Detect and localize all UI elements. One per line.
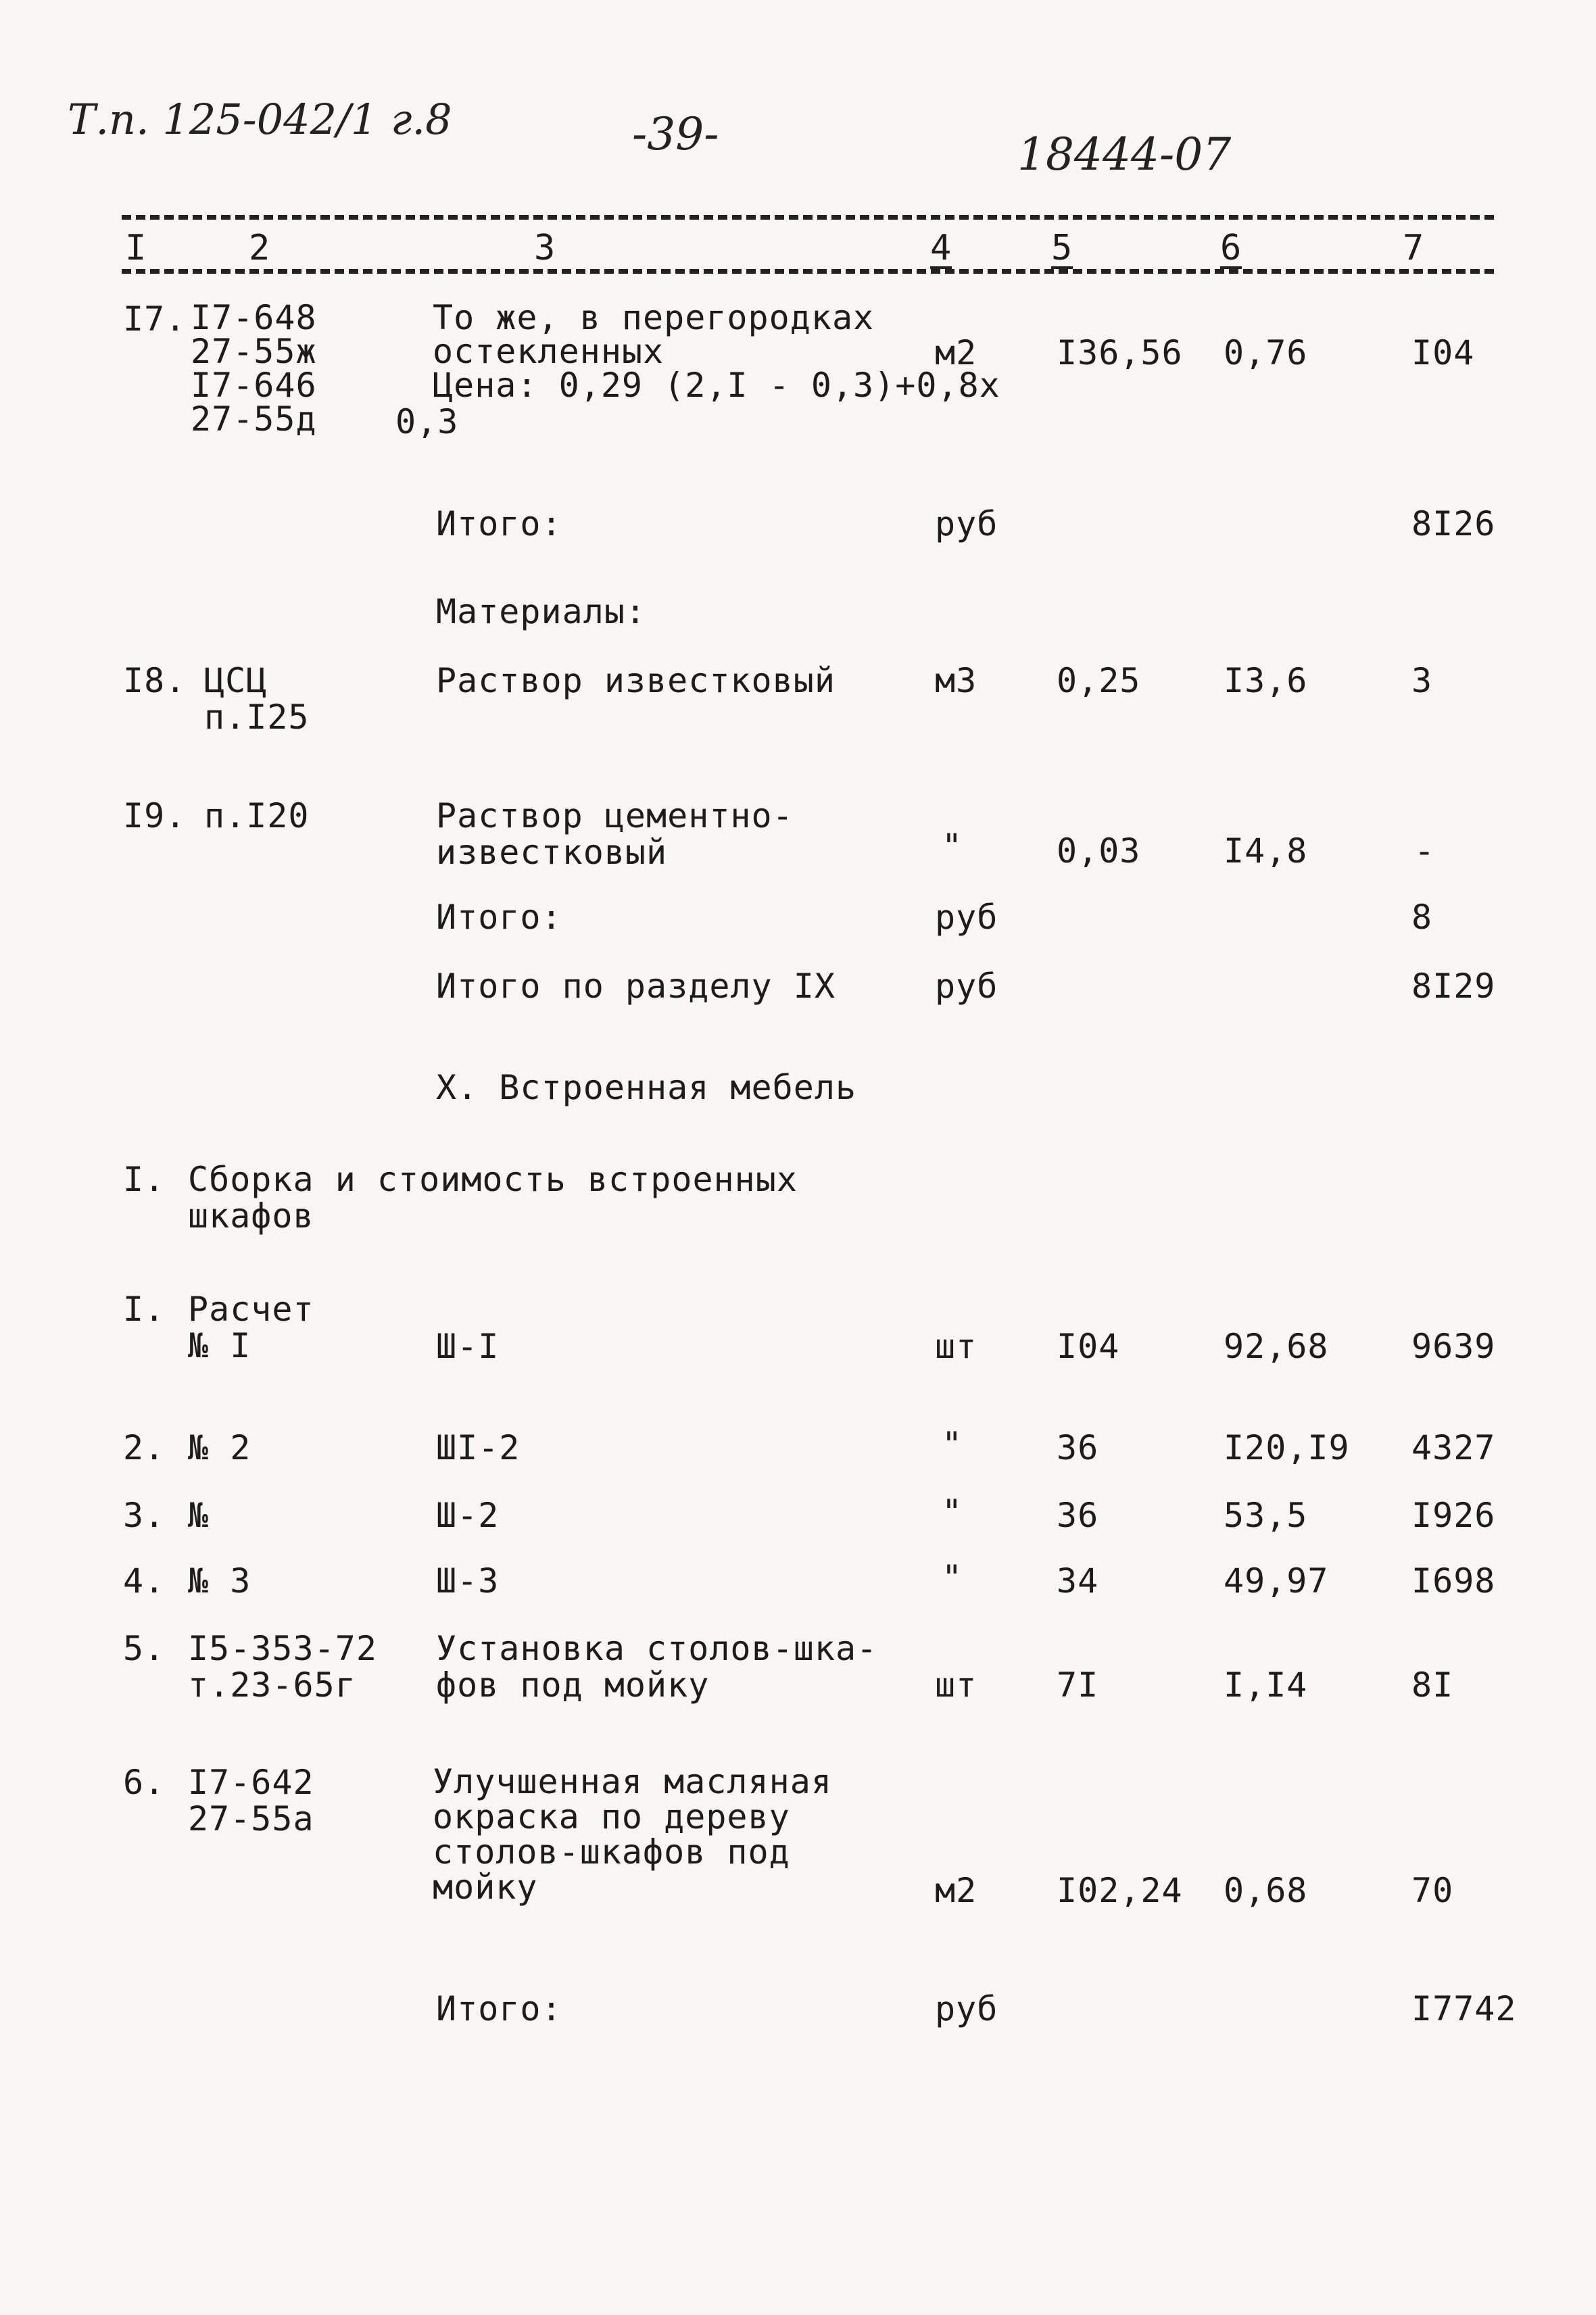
row-total: 8I xyxy=(1411,1665,1454,1705)
row-unit: м2 xyxy=(935,1871,977,1910)
row-unit: руб xyxy=(935,1989,998,2028)
row-number: 5. xyxy=(123,1629,166,1668)
row-quantity: 0,25 xyxy=(1057,661,1141,700)
row-number: 4. xyxy=(123,1561,166,1601)
row-code: п.I20 xyxy=(204,796,310,835)
col-header-6: 6 xyxy=(1220,228,1242,268)
row-unit: м3 xyxy=(935,661,977,700)
col-header-7: 7 xyxy=(1403,228,1425,268)
row-description: ШI-2 xyxy=(436,1428,521,1467)
row-code: I7-648 27-55ж I7-646 27-55д xyxy=(191,298,317,439)
row-quantity: 34 xyxy=(1057,1561,1099,1601)
row-total: I698 xyxy=(1411,1561,1496,1601)
row-unit: шт xyxy=(935,1327,977,1366)
row-number: I. xyxy=(123,1160,166,1199)
row-code: № xyxy=(188,1496,210,1535)
row-price: 53,5 xyxy=(1224,1496,1308,1535)
row-code: I5-353-72 т.23-65г xyxy=(188,1629,377,1705)
row-total: 4327 xyxy=(1411,1428,1496,1467)
row-total: - xyxy=(1414,831,1436,871)
row-description: Итого: xyxy=(436,1989,562,2028)
row-number: 6. xyxy=(123,1763,166,1802)
row-price: 49,97 xyxy=(1224,1561,1329,1601)
row-price: I3,6 xyxy=(1224,661,1308,700)
row-number: I. xyxy=(123,1290,166,1329)
archive-number: 18444-07 xyxy=(1017,128,1232,180)
section-title: X. Встроенная мебель xyxy=(436,1068,857,1107)
row-total: I926 xyxy=(1411,1496,1496,1535)
doc-ref: Т.п. 125-042/1 г.8 xyxy=(68,95,452,144)
row-code: I7-642 27-55а xyxy=(188,1763,314,1838)
row-number: I7. xyxy=(123,299,187,339)
row-quantity: 7I xyxy=(1057,1665,1099,1705)
col-header-4: 4 xyxy=(930,228,952,268)
row-number: 2. xyxy=(123,1428,166,1467)
row-description: Ш-3 xyxy=(436,1561,500,1601)
row-description: Раствор известковый xyxy=(436,661,836,700)
row-unit: " xyxy=(942,1425,963,1464)
page-number: -39- xyxy=(632,108,719,160)
col-header-3: 3 xyxy=(534,228,556,268)
row-unit: шт xyxy=(935,1665,977,1705)
row-description: Раствор цементно- известковый xyxy=(436,796,794,872)
row-total: I7742 xyxy=(1411,1989,1517,2028)
row-description: Ш-2 xyxy=(436,1496,500,1535)
col-header-1: I xyxy=(125,228,147,268)
header-rule-bottom xyxy=(122,269,1494,274)
row-unit: руб xyxy=(935,967,998,1006)
section-subtitle: Материалы: xyxy=(436,592,647,631)
row-total: I04 xyxy=(1411,333,1475,372)
row-code: Расчет № I xyxy=(188,1290,314,1365)
col-header-5: 5 xyxy=(1051,228,1073,268)
row-unit: руб xyxy=(935,504,998,543)
row-number: 3. xyxy=(123,1496,166,1535)
row-quantity: 36 xyxy=(1057,1496,1099,1535)
row-unit: " xyxy=(942,1558,963,1597)
row-description: Итого: xyxy=(436,898,562,937)
row-unit: " xyxy=(942,1492,963,1532)
row-price: 0,68 xyxy=(1224,1871,1308,1910)
row-description: Итого: xyxy=(436,504,562,543)
row-description: Ш-I xyxy=(436,1327,500,1366)
row-price: I4,8 xyxy=(1224,831,1308,871)
row-price: 0,76 xyxy=(1224,333,1308,372)
row-total: 70 xyxy=(1411,1871,1454,1910)
row-total: 8I26 xyxy=(1411,504,1496,543)
row-price: 92,68 xyxy=(1224,1327,1329,1366)
row-total: 8I29 xyxy=(1411,967,1496,1006)
row-description: Улучшенная масляная окраска по дереву столов-шкафов под мойку xyxy=(433,1762,832,1907)
row-description-extra: 0,3 xyxy=(395,402,459,441)
row-description: Установка столов-шка- фов под мойку xyxy=(436,1629,878,1705)
row-price: I,I4 xyxy=(1224,1665,1308,1705)
row-code: ЦСЦ п.I25 xyxy=(204,661,310,737)
row-code: № 2 xyxy=(188,1428,251,1467)
row-total: 8 xyxy=(1411,898,1433,937)
row-description: То же, в перегородках остекленных Цена: 0,29 (2,I - 0,3)+0,8х xyxy=(433,298,1000,405)
row-quantity: I36,56 xyxy=(1057,333,1183,372)
row-total: 3 xyxy=(1411,661,1433,700)
row-quantity: I02,24 xyxy=(1057,1871,1183,1910)
row-total: 9639 xyxy=(1411,1327,1496,1366)
header-rule-top xyxy=(122,215,1494,220)
row-number: I8. xyxy=(123,661,187,700)
row-number: I9. xyxy=(123,796,187,835)
row-quantity: 36 xyxy=(1057,1428,1099,1467)
row-quantity: 0,03 xyxy=(1057,831,1141,871)
row-unit: м2 xyxy=(935,333,977,372)
row-unit: " xyxy=(942,827,963,866)
row-price: I20,I9 xyxy=(1224,1428,1350,1467)
row-description: Итого по разделу IX xyxy=(436,967,836,1006)
row-quantity: I04 xyxy=(1057,1327,1120,1366)
row-unit: руб xyxy=(935,898,998,937)
row-description: Сборка и стоимость встроенных шкафов xyxy=(188,1160,798,1236)
row-code: № 3 xyxy=(188,1561,251,1601)
col-header-2: 2 xyxy=(249,228,271,268)
